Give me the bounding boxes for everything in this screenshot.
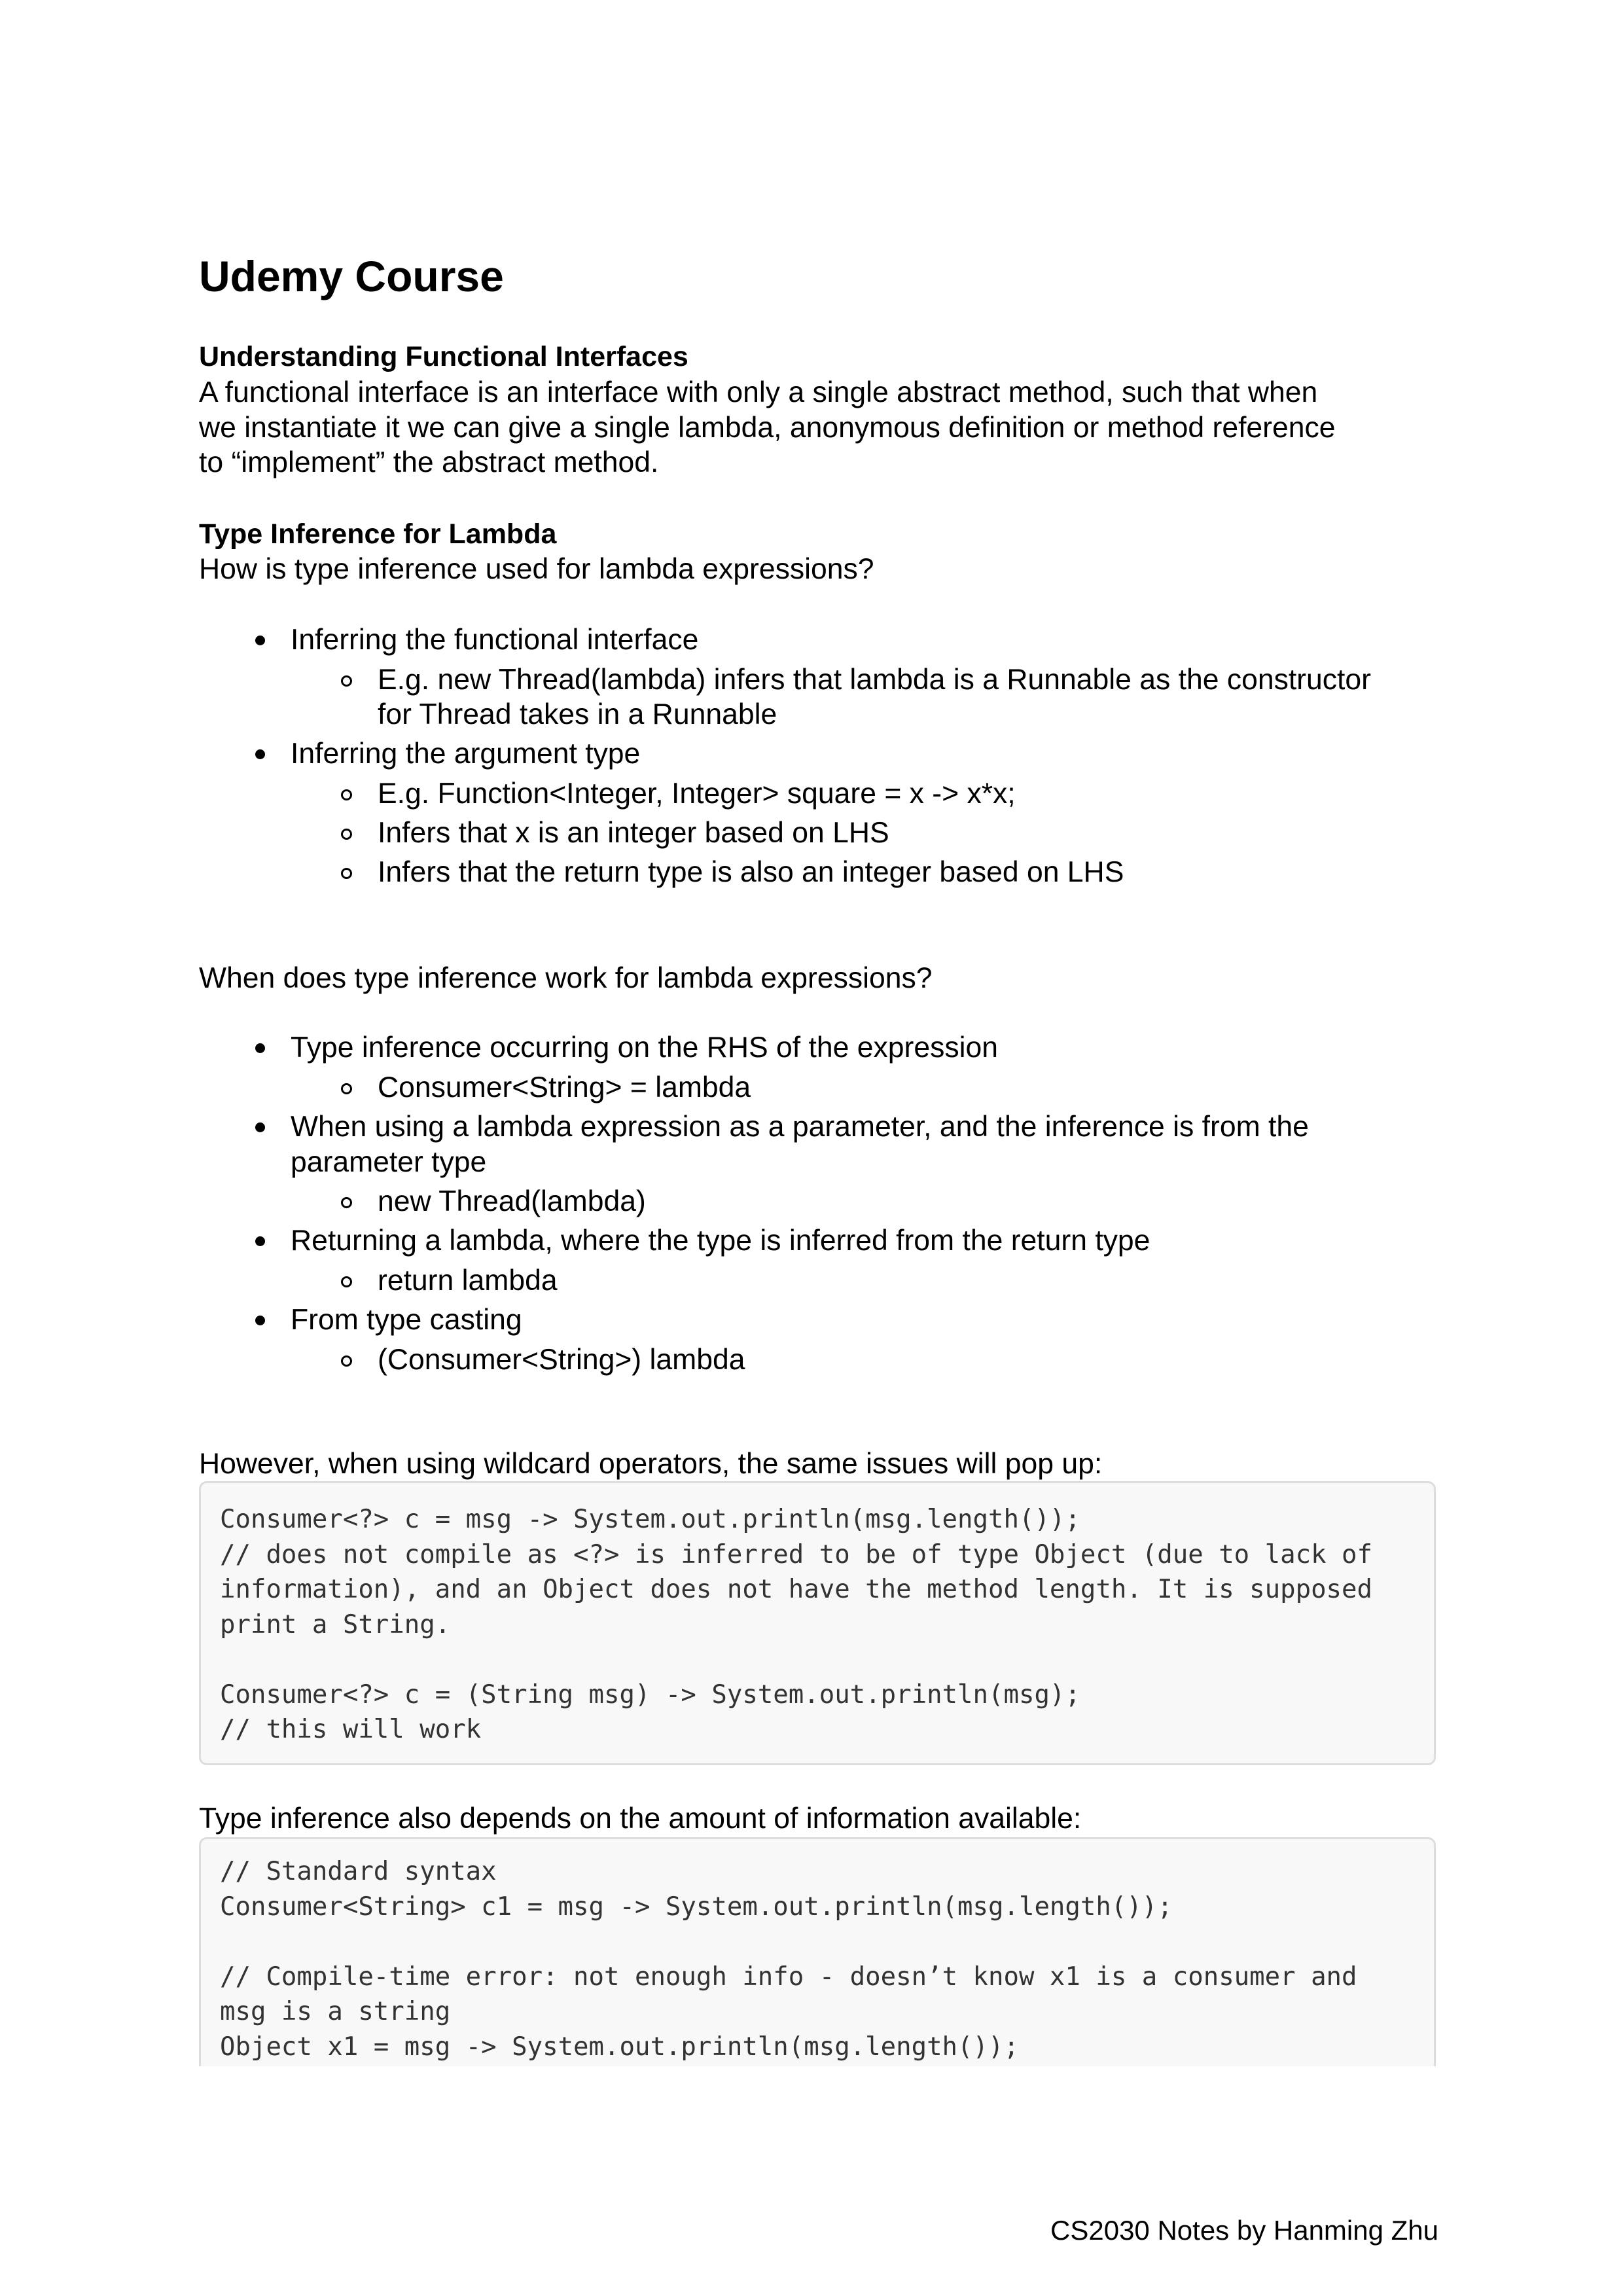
code-line: information), and an Object does not have the method length. It is supposed bbox=[220, 1575, 1372, 1604]
paragraph-line: to “implement” the abstract method. bbox=[199, 446, 659, 478]
list-item: When using a lambda expression as a parameter, and the inference is from the bbox=[291, 1111, 1309, 1143]
bullet-icon bbox=[255, 636, 265, 645]
list-item: Type inference occurring on the RHS of the expression bbox=[291, 1031, 998, 1064]
page-title: Udemy Course bbox=[199, 252, 504, 300]
list-subitem: (Consumer<String>) lambda bbox=[378, 1344, 745, 1376]
list-subitem: return lambda bbox=[378, 1265, 558, 1297]
code-block-wildcard bbox=[199, 1481, 1436, 1765]
circle-bullet-icon bbox=[341, 1083, 352, 1094]
bullet-icon bbox=[255, 1043, 265, 1053]
list-item: Inferring the functional interface bbox=[291, 624, 699, 656]
bullet-icon bbox=[255, 749, 265, 759]
code-line: // Compile-time error: not enough info - doesn’t know x1 is a consumer and bbox=[220, 1962, 1357, 1992]
question-text: How is type inference used for lambda expressions? bbox=[199, 553, 874, 585]
code-line: // Standard syntax bbox=[220, 1857, 497, 1886]
circle-bullet-icon bbox=[341, 789, 352, 800]
bullet-icon bbox=[255, 1236, 265, 1246]
section-heading-type-inference: Type Inference for Lambda bbox=[199, 518, 557, 550]
code-line: msg is a string bbox=[220, 1997, 451, 2026]
list-subitem-continuation: for Thread takes in a Runnable bbox=[378, 698, 777, 730]
bullet-icon bbox=[255, 1316, 265, 1325]
list-subitem: Infers that the return type is also an integer based on LHS bbox=[378, 856, 1124, 888]
code-line: print a String. bbox=[220, 1610, 451, 1640]
section-heading-functional-interfaces: Understanding Functional Interfaces bbox=[199, 341, 688, 372]
list-subitem: new Thread(lambda) bbox=[378, 1185, 646, 1217]
circle-bullet-icon bbox=[341, 675, 352, 687]
code-line: // does not compile as <?> is inferred to be of type Object (due to lack of bbox=[220, 1540, 1372, 1570]
code-line: Object x1 = msg -> System.out.println(msg.length()); bbox=[220, 2032, 1019, 2062]
list-subitem: Infers that x is an integer based on LHS bbox=[378, 817, 889, 849]
circle-bullet-icon bbox=[341, 1276, 352, 1287]
circle-bullet-icon bbox=[341, 868, 352, 879]
code-block-information bbox=[199, 1837, 1436, 2066]
circle-bullet-icon bbox=[341, 829, 352, 840]
paragraph-line: A functional interface is an interface with only a single abstract method, such that when bbox=[199, 376, 1318, 408]
circle-bullet-icon bbox=[341, 1197, 352, 1208]
info-intro-text: Type inference also depends on the amount of information available: bbox=[199, 1803, 1082, 1835]
code-line: Consumer<?> c = msg -> System.out.println(msg.length()); bbox=[220, 1505, 1080, 1534]
bullet-icon bbox=[255, 1122, 265, 1132]
list-subitem: E.g. new Thread(lambda) infers that lambda is a Runnable as the constructor bbox=[378, 664, 1371, 696]
question-text: When does type inference work for lambda expressions? bbox=[199, 962, 933, 994]
wildcard-intro-text: However, when using wildcard operators, the same issues will pop up: bbox=[199, 1448, 1103, 1480]
page-footer: CS2030 Notes by Hanming Zhu bbox=[1050, 2215, 1438, 2246]
paragraph-line: we instantiate it we can give a single lambda, anonymous definition or method reference bbox=[199, 412, 1336, 444]
list-item: Returning a lambda, where the type is inferred from the return type bbox=[291, 1225, 1150, 1257]
code-line: // this will work bbox=[220, 1715, 482, 1744]
list-subitem: Consumer<String> = lambda bbox=[378, 1071, 751, 1103]
list-subitem: E.g. Function<Integer, Integer> square = x -> x*x; bbox=[378, 778, 1016, 810]
code-line: Consumer<?> c = (String msg) -> System.out.println(msg); bbox=[220, 1680, 1080, 1710]
list-item-continuation: parameter type bbox=[291, 1146, 487, 1178]
code-line: Consumer<String> c1 = msg -> System.out.println(msg.length()); bbox=[220, 1892, 1173, 1922]
list-item: Inferring the argument type bbox=[291, 738, 641, 770]
list-item: From type casting bbox=[291, 1304, 522, 1336]
circle-bullet-icon bbox=[341, 1355, 352, 1367]
